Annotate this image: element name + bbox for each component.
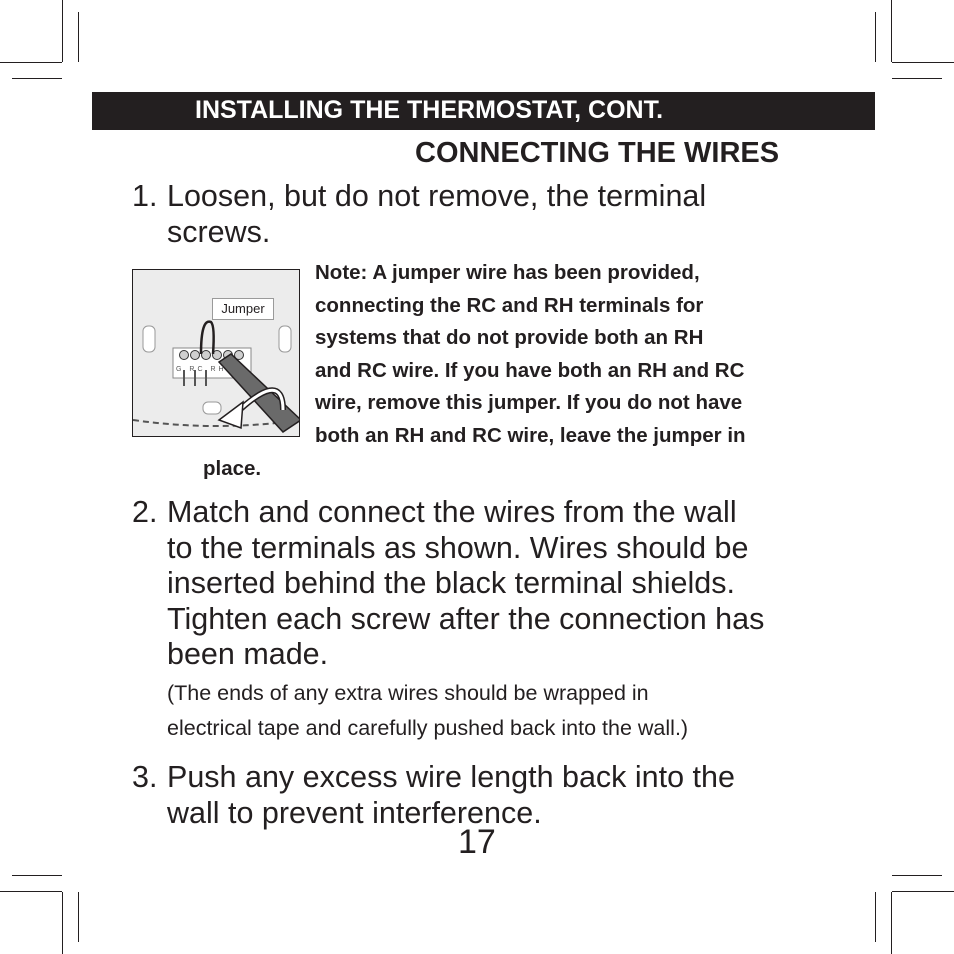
step-text (167, 179, 706, 250)
crop-mark (875, 892, 876, 942)
note-line: both an RH and RC wire, leave the jumper in (315, 423, 746, 447)
note-line: and RC wire. If you have both an RH and RC (315, 358, 745, 382)
crop-mark (875, 12, 876, 62)
step-line: screws. (167, 214, 271, 249)
step-line: Tighten each screw after the connection has (167, 601, 765, 636)
step-number: 3. (132, 760, 158, 794)
jumper-note (315, 257, 835, 453)
crop-mark (891, 0, 892, 62)
page-header-title: INSTALLING THE THERMOSTAT, CONT. (195, 96, 664, 124)
section-title: CONNECTING THE WIRES (415, 137, 780, 169)
crop-mark (892, 875, 942, 876)
crop-mark (892, 78, 942, 79)
terminal-label: RC (189, 366, 206, 373)
crop-mark (12, 78, 62, 79)
step-line: wall to prevent interference. (167, 795, 542, 830)
crop-mark (62, 0, 63, 62)
aside-line: (The ends of any extra wires should be wrapped in (167, 681, 649, 705)
note-line: Note: A jumper wire has been provided, (315, 261, 700, 284)
crop-mark (62, 892, 63, 954)
note-line: systems that do not provide both an RH (315, 326, 704, 350)
terminal-illustration (133, 270, 300, 437)
step-line: Push any excess wire length back into the (167, 760, 735, 794)
note-line: wire, remove this jumper. If you do not have (315, 391, 743, 415)
step-number: 1. (132, 179, 158, 213)
terminal-label: RH (210, 366, 227, 373)
terminal-label: G (176, 366, 185, 373)
crop-mark (78, 12, 79, 62)
crop-mark (0, 891, 62, 892)
step-line: been made. (167, 637, 329, 671)
aside-line: electrical tape and carefully pushed back into the wall.) (167, 716, 689, 740)
step-text (167, 495, 764, 673)
crop-mark (892, 891, 954, 892)
jumper-callout: Jumper (212, 298, 274, 320)
step-line: to the terminals as shown. Wires should be (167, 530, 749, 565)
crop-mark (891, 892, 892, 954)
crop-mark (892, 62, 954, 63)
step-line: Match and connect the wires from the wall (167, 495, 737, 529)
crop-mark (78, 892, 79, 942)
page-number: 17 (458, 823, 496, 861)
terminal-labels (176, 366, 227, 373)
step-line: Loosen, but do not remove, the terminal (167, 179, 707, 213)
note-line: connecting the RC and RH terminals for (315, 293, 704, 317)
extra-wires-note (167, 676, 688, 746)
step-number: 2. (132, 495, 158, 529)
thermostat-terminal-figure (132, 269, 300, 437)
step-text (167, 760, 735, 831)
note-tail: place. (203, 457, 262, 480)
crop-mark (0, 62, 62, 63)
crop-mark (12, 875, 62, 876)
step-line: inserted behind the black terminal shields. (167, 566, 735, 600)
